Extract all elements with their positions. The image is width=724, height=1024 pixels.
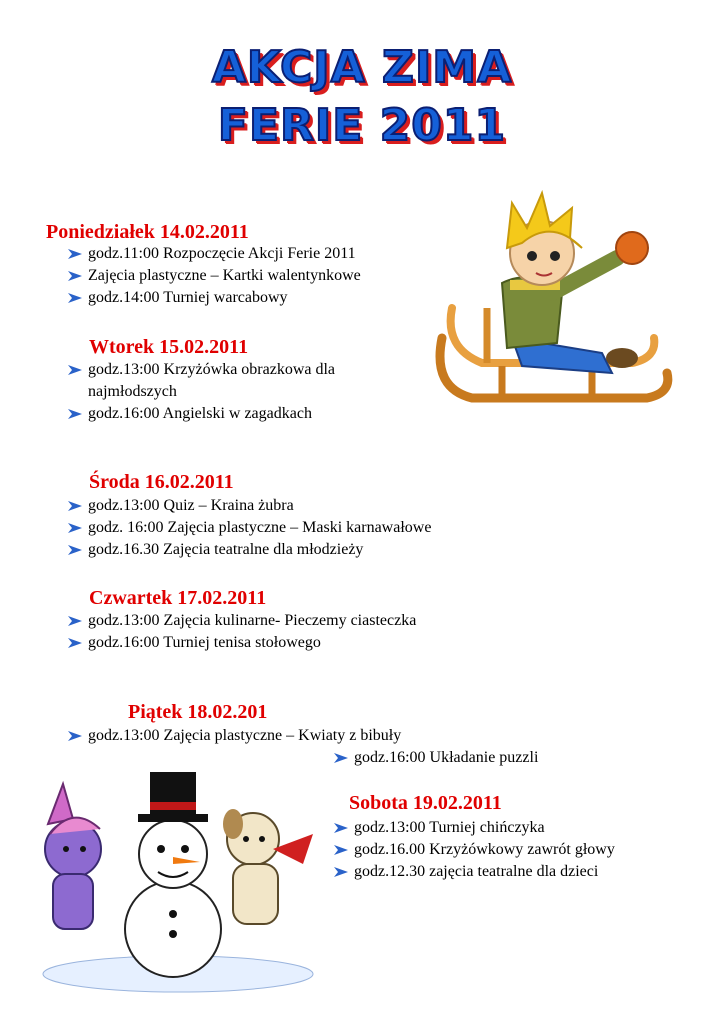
- day-heading-tuesday: Wtorek 15.02.2011: [89, 336, 249, 358]
- day-heading-thursday: Czwartek 17.02.2011: [89, 587, 267, 609]
- arrow-bullet-icon: [68, 271, 82, 281]
- arrow-bullet-icon: [68, 638, 82, 648]
- list-item: godz.13:00 Zajęcia plastyczne – Kwiaty z bibuły: [66, 725, 486, 747]
- list-item: godz.13:00 Turniej chińczyka: [332, 817, 622, 839]
- list-item: godz.14:00 Turniej warcabowy: [66, 287, 446, 309]
- arrow-bullet-icon: [68, 501, 82, 511]
- arrow-bullet-icon: [68, 293, 82, 303]
- list-item: godz. 16:00 Zajęcia plastyczne – Maski karnawałowe: [66, 517, 536, 539]
- arrow-bullet-icon: [68, 523, 82, 533]
- list-item: godz.16.00 Krzyżówkowy zawrót głowy: [332, 839, 622, 861]
- day-heading-wednesday: Środa 16.02.2011: [89, 471, 234, 493]
- friday-list: [66, 725, 486, 747]
- title-line-1: AKCJA ZIMA: [211, 42, 513, 93]
- arrow-bullet-icon: [334, 867, 348, 877]
- arrow-bullet-icon: [68, 409, 82, 419]
- list-item: godz.16:00 Angielski w zagadkach: [66, 403, 406, 425]
- list-item: godz.16:00 Układanie puzzli: [332, 747, 632, 769]
- arrow-bullet-icon: [334, 753, 348, 763]
- arrow-bullet-icon: [68, 616, 82, 626]
- list-item: godz.16.30 Zajęcia teatralne dla młodzieży: [66, 539, 536, 561]
- list-item: godz.13:00 Krzyżówka obrazkowa dla najmłodszych: [66, 359, 406, 403]
- day-heading-saturday: Sobota 19.02.2011: [349, 792, 502, 814]
- arrow-bullet-icon: [68, 249, 82, 259]
- list-item: godz.13:00 Quiz – Kraina żubra: [66, 495, 536, 517]
- arrow-bullet-icon: [68, 365, 82, 375]
- friday-list-continued: [332, 747, 632, 769]
- arrow-bullet-icon: [68, 731, 82, 741]
- arrow-bullet-icon: [334, 845, 348, 855]
- tuesday-list: [66, 359, 406, 425]
- arrow-bullet-icon: [334, 823, 348, 833]
- title-line-2: FERIE 2011: [217, 100, 507, 151]
- saturday-list: [332, 817, 622, 883]
- list-item: godz.12.30 zajęcia teatralne dla dzieci: [332, 861, 622, 883]
- monday-list: [66, 243, 446, 309]
- child-on-sled-illustration: [432, 188, 682, 413]
- thursday-list: [66, 610, 536, 654]
- wednesday-list: [66, 495, 536, 561]
- list-item: Zajęcia plastyczne – Kartki walentynkowe: [66, 265, 446, 287]
- day-heading-monday: Poniedziałek 14.02.2011: [46, 221, 249, 243]
- snowman-with-animals-illustration: [28, 764, 318, 994]
- list-item: godz.11:00 Rozpoczęcie Akcji Ferie 2011: [66, 243, 446, 265]
- arrow-bullet-icon: [68, 545, 82, 555]
- list-item: godz.13:00 Zajęcia kulinarne- Pieczemy ciasteczka: [66, 610, 536, 632]
- list-item: godz.16:00 Turniej tenisa stołowego: [66, 632, 536, 654]
- day-heading-friday: Piątek 18.02.201: [128, 701, 268, 723]
